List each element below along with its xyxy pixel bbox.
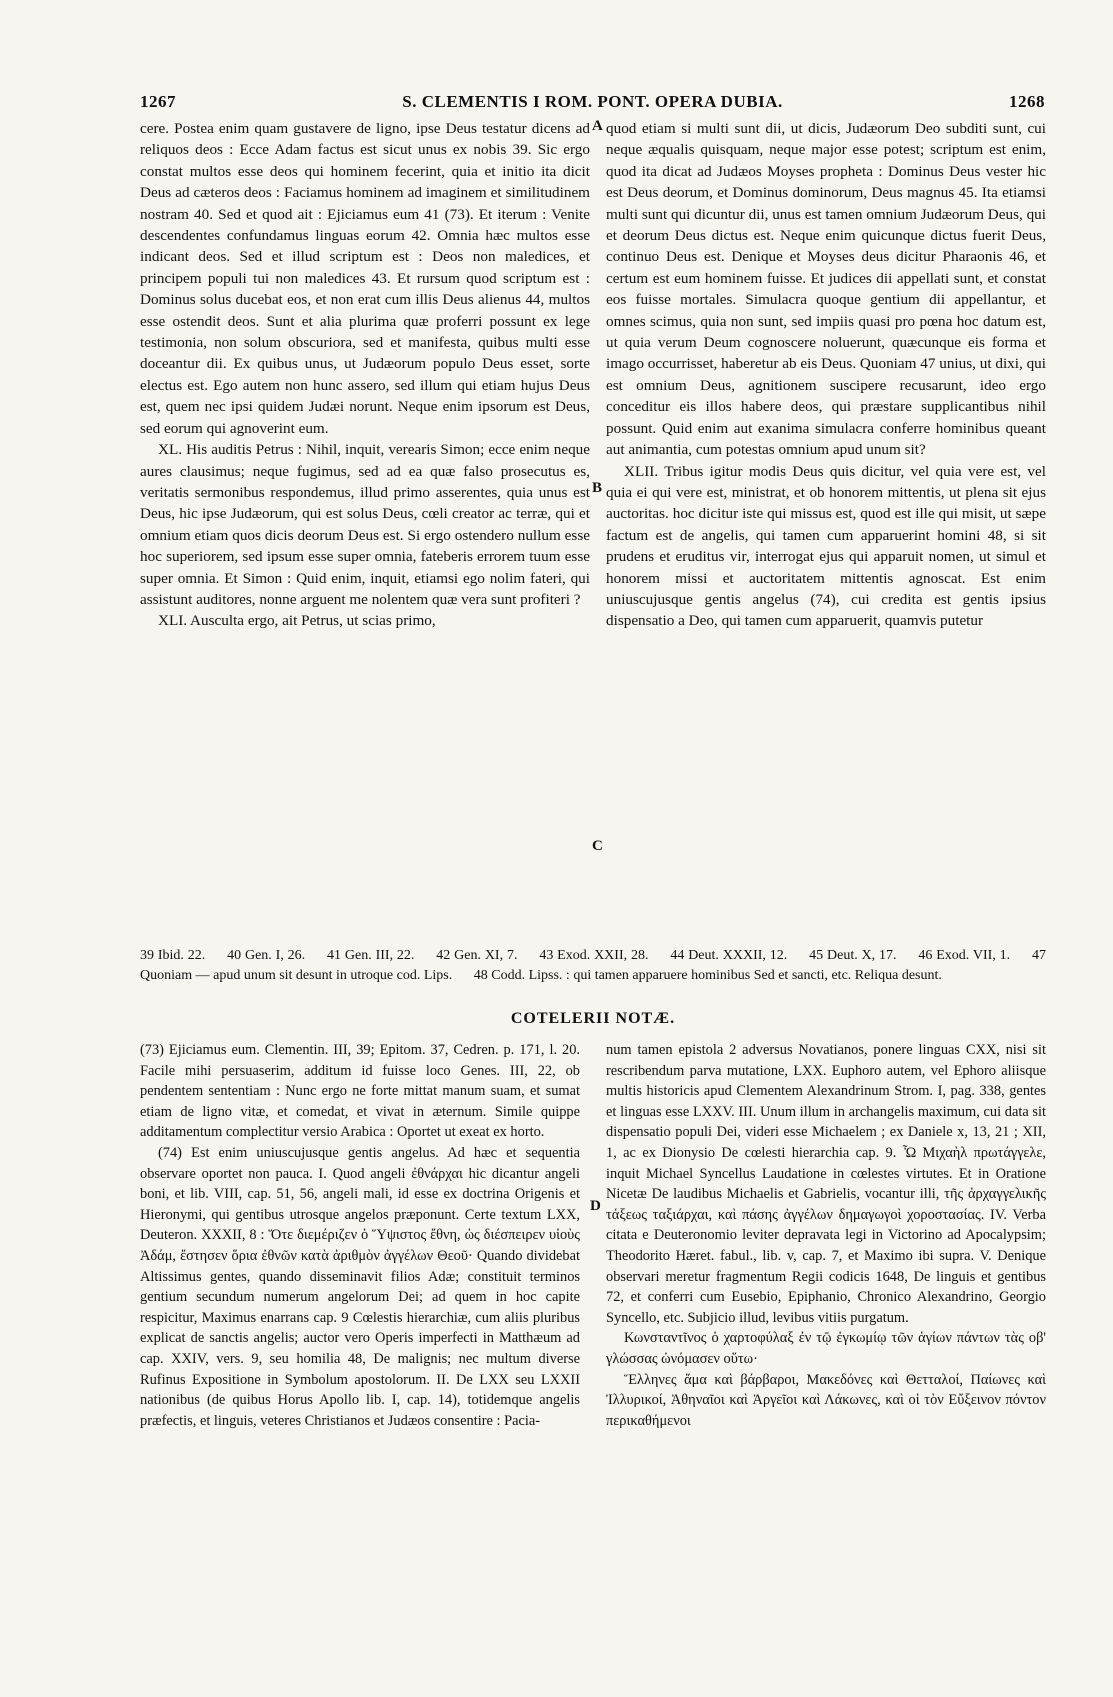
note-paragraph: num tamen epistola 2 adversus Novatianos, ponere linguas CXX, nisi sit rescribendum parva mutatione, LXX. Euphoro autem, vel Ephoro aliisque multis historicis apud Clementem Alexandrinum Strom. I, pag. 338, gentes et linguas esse LXXV. III. Unum illum in archangelis maximum, cui data sit dispensatio populi Dei, videri esse Michaelem ; ex Daniele x, 13, 21 ; XII, 1, ac ex Dionysio De cœlesti hierarchia cap. 9. Ὦ Μιχαὴλ πρωτάγγελε, inquit Michael Syncellus Laudatione in cœlestes virtutes. Et in Oratione Nicetæ De laudibus Michaelis et Gabrielis, vocantur illi, τῆς ἀρχαγγελικῆς τάξεως ταξιάρχαι, καὶ πάσης ἀγγέλων δημαγωγοὶ χοροστασίας. IV. Verba citata e Deuteronomio leviter depravata legi in Victorino ad Apocalypsim; Theodorito Hæret. fabul., lib. v, cap. 7, et Maximo ibi supra. V. Denique observari meretur fragmentum Regii codicis 1648, De linguis et gentibus 72, et conferri cum Eusebio, Epiphanio, Chronico Alexandrino, Georgio Syncello, etc. Subjicio illud, levibus vitiis purgatum. (606, 1042, 1046, 1326)
footnote: 42 Gen. XI, 7. (436, 948, 518, 963)
paragraph: XLI. Ausculta ergo, ait Petrus, ut scias primo, (158, 612, 436, 630)
footnote: 45 Deut. X, 17. (809, 948, 897, 963)
footnote: 44 Deut. XXXII, 12. (670, 948, 788, 963)
margin-letter-a: A (592, 118, 603, 134)
paragraph: XLII. Tribus igitur modis Deus quis dicitur, vel quia vere est, vel quia ei qui vere est, ministrat, et ob honorem mittentis, ut plena sit ejus auctoritas. hoc dicitur iste qui missus est, quod est ille qui misit, ut sæpe factum est de angelis, qui tamen cum apparuerint homini 48, si sit prudens et eruditus vir, interrogat ejus qui apparuit nomen, ut simul et honorem missi et auctoritatem mittentis agnoscat. Est enim uniuscujusque gentis angelus (74), cui credita est gentis ipsius dispensatio a Deo, qui tamen cum apparuerit, quamvis putetur (606, 462, 1046, 630)
paragraph: XL. His auditis Petrus : Nihil, inquit, verearis Simon; ecce enim neque aures clausimus; neque fugimus, sed ad ea quæ falso prosecutus es, veritatis sermonibus respondemus, illud primo asserentes, quia unus est Deus, hic ipse Judæorum, qui est solus Deus, cœli creator ac terræ, qui et omnium etiam quos dicis deorum Deus est. Si ergo ostendero nullum esse hoc superiorem, sed ipsum esse super omnia, fateberis errorem tuum esse super omnia. Et Simon : Quid enim, inquit, etiamsi ego nolim fateri, qui assistunt auditores, nonne arguent me nolentem quæ vera sunt profiteri ? (140, 441, 590, 608)
footnote: 39 Ibid. 22. (140, 948, 206, 963)
footnote: 46 Exod. VII, 1. (918, 948, 1011, 963)
footnote: 40 Gen. I, 26. (227, 948, 306, 963)
page-number-left: 1267 (140, 92, 176, 111)
notes-left-column (140, 1040, 580, 1680)
footnote: 47 Quoniam — apud unum sit desunt in utroque cod. Lips. (140, 948, 1046, 983)
note-paragraph: (73) Ejiciamus eum. Clementin. III, 39; Epitom. 37, Cedren. p. 171, l. 20. Facile mihi persuaserim, additum id fuisse loco Genes. III, 22, ob pendentem sententiam : Nunc ergo ne forte mittat manum suam, et sumat etiam de ligno vitæ, et comedat, et vivat in æternum. Simile quippe additamentum complectitur versio Arabica : Oportet ut exeat ex horto. (140, 1042, 580, 1141)
running-header (140, 92, 1045, 118)
footnotes (140, 946, 1046, 1010)
paragraph: quod etiam si multi sunt dii, ut dicis, Judæorum Deo subditi sunt, cui neque æqualis quisquam, neque major esse potest; scriptum est enim, quod ita dicat ad Judæos Moyses propheta : Dominus Deus vester hic est Deus deorum, et Dominus dominorum, Deus magnus 45. Ita etiamsi multi sunt qui dicuntur dii, unus est tamen omnium Judæorum Deus, qui et deorum Deus dictus est. Neque enim quicunque dictus fuerit Deus, continuo Deus est. Denique et Moyses deus dicitur Pharaonis 46, et certum est eum hominem fuisse. Et judices dii appellati sunt, et constat eos fuisse mortales. Simulacra quoque gentium dii appellantur, et omnes scimus, quia non sunt, sed impiis quasi pro pœna hoc datum est, ut quia verum Deum cognoscere noluerunt, quæcunque eis forma et imago occurrisset, haberetur ab eis Deus. Quoniam 47 unius, ut dixi, qui est omnium Deus, agnitionem suscipere recusarunt, ideo ergo conceditur eis illos habere deos, qui præstare supplicantibus nihil possunt. Quid enim aut exanima simulacra conferre hominibus queant aut animantia, cum potestas omnium apud unum sit? (606, 120, 1046, 459)
notes-right-column (606, 1040, 1046, 1680)
footnote: 43 Exod. XXII, 28. (539, 948, 649, 963)
running-title: S. CLEMENTIS I ROM. PONT. OPERA DUBIA. (402, 92, 783, 111)
note-paragraph: Ἕλληνες ἅμα καὶ βάρβαροι, Μακεδόνες καὶ Θετταλοί, Παίωνες καὶ Ἰλλυρικοί, Ἀθηναῖοι καὶ Ἀργεῖοι καὶ Λάκωνες, καὶ οἱ τὸν Εὔξεινον πόντον περικαθήμενοι (606, 1371, 1046, 1429)
notes-heading: COTELERII NOTÆ. (510, 1010, 676, 1027)
page-number-right: 1268 (1009, 92, 1045, 111)
main-text-left-column (140, 118, 590, 940)
paragraph: cere. Postea enim quam gustavere de ligno, ipse Deus testatur dicens ad reliquos deos : Ecce Adam factus est sicut unus ex nobis 39. Sic ergo constat multos esse deos qui hominem fecerint, quia et initio ita dicit Deus ad cæteros deos : Faciamus hominem ad imaginem et similitudinem nostram 40. Sed et quod ait : Ejiciamus eum 41 (73). Et iterum : Venite descendentes confundamus linguas eorum 42. Omnia hæc multos esse indicant deos. Sed et illud scriptum est : Deos non maledices, et principem populi tui non maledices 43. Et rursum quod scriptum est : Dominus solus ducebat eos, et non erat cum illis Deus alienus 44, multos esse ostendit deos. Sunt et alia plurima quæ proferri possunt ex lege testimonia, non solum obscuriora, sed et manifesta, quibus multi esse doceantur dii. Ex quibus unus, ut Judæorum populo Deus esset, sorte electus est. Ego autem non hunc assero, sed illum qui etiam hujus Deus est, quem nec ipsi quidem Judæi norunt. Neque enim ipsorum est Deus, sed eorum qui agnoverint eum. (140, 120, 590, 437)
footnote: 41 Gen. III, 22. (327, 948, 415, 963)
note-paragraph: Κωνσταντῖνος ὁ χαρτοφύλαξ ἐν τῷ ἐγκωμίῳ τῶν ἁγίων πάντων τὰς οβ' γλώσσας ὠνόμασεν οὕτω· (606, 1330, 1046, 1367)
margin-letter-d: D (590, 1198, 601, 1214)
main-text-right-column (606, 118, 1046, 940)
note-paragraph: (74) Est enim uniuscujusque gentis angelus. Ad hæc et sequentia observare oportet non pauca. I. Quod angeli ἐθνάρχαι hic dicantur angeli boni, et lib. VIII, cap. 51, 56, angeli mali, id esse ex doctrina Origenis et Hieronymi, qui gentibus utrosque angelos præponunt. Certe textum LXX, Deuteron. XXXII, 8 : Ὅτε διεμέριζεν ὁ Ὕψιστος ἔθνη, ὡς διέσπειρεν υἱοὺς Ἀδάμ, ἔστησεν ὅρια ἐθνῶν κατὰ ἀριθμὸν ἀγγέλων Θεοῦ· Quando dividebat Altissimus gentes, quando disseminavit filios Adæ; constituit terminos gentium secundum numerum angelorum Dei; ad quem in hoc capite respicitur, Maximus enarrans cap. 9 Cœlestis hierarchiæ, cum aliis pluribus explicat de sanctis angelis; auctor vero Operis imperfecti in Matthæum ad cap. XXIV, vers. 9, seu homilia 48, De malignis; nec multum diverse Rufinus Expositione in Symbolum apostolorum. II. De LXX seu LXXII nationibus (de quibus Horus Apollo lib. I, cap. 14), totidemque angelis præfectis, et linguis, veteres Christianos et Judæos consentire : Pacia- (140, 1144, 580, 1429)
margin-letter-b: B (592, 480, 603, 496)
footnote: 48 Codd. Lipss. : qui tamen apparuere hominibus Sed et sancti, etc. Reliqua desunt. (473, 968, 942, 983)
margin-letter-c: C (592, 838, 603, 854)
